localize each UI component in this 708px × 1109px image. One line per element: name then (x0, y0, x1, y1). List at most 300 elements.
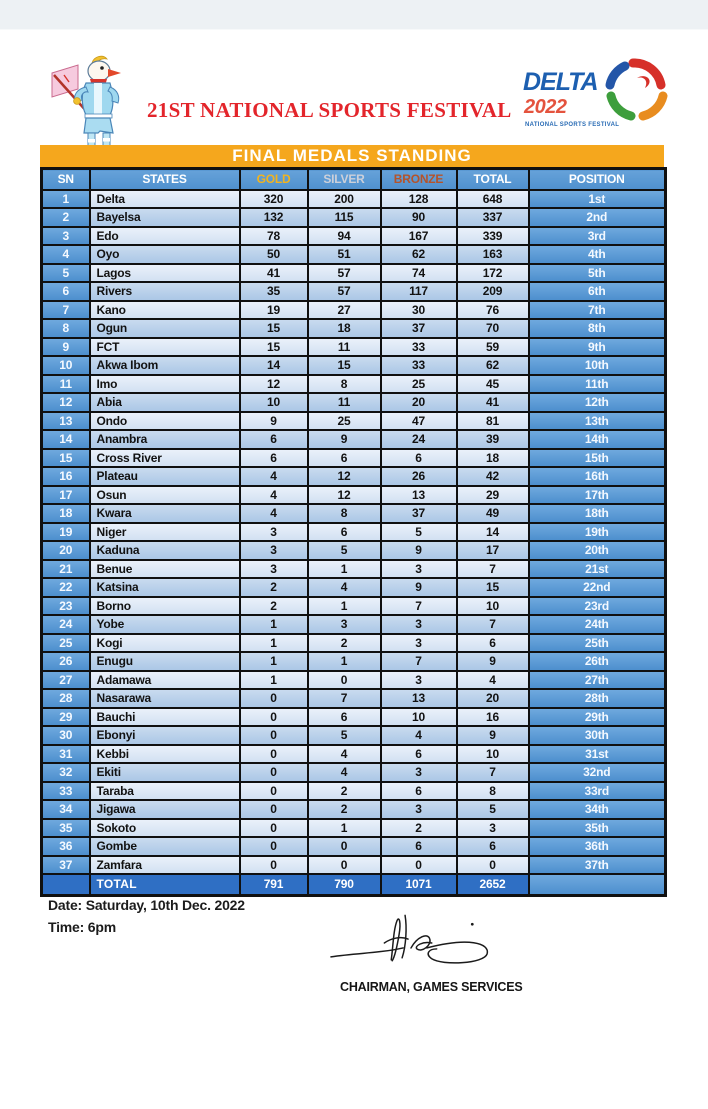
cell-bronze: 37 (381, 504, 457, 523)
cell-silver: 5 (308, 726, 381, 745)
cell-bronze: 3 (381, 671, 457, 690)
cell-position: 24th (529, 615, 666, 634)
cell-bronze: 6 (381, 449, 457, 468)
cell-sn: 32 (42, 763, 90, 782)
cell-bronze: 6 (381, 745, 457, 764)
table-row (42, 504, 666, 523)
cell-state: Plateau (90, 467, 240, 486)
cell-position: 26th (529, 652, 666, 671)
cell-gold: 132 (240, 208, 308, 227)
cell-silver: 115 (308, 208, 381, 227)
cell-sn: 20 (42, 541, 90, 560)
cell-state: Benue (90, 560, 240, 579)
cell-silver: 200 (308, 190, 381, 209)
cell-silver: 1 (308, 560, 381, 579)
cell-bronze: 62 (381, 245, 457, 264)
cell-sn: 11 (42, 375, 90, 394)
cell-silver: 12 (308, 467, 381, 486)
cell-total: 70 (457, 319, 529, 338)
cell-silver: 27 (308, 301, 381, 320)
cell-bronze: 5 (381, 523, 457, 542)
medals-table (40, 167, 667, 897)
cell-sn: 10 (42, 356, 90, 375)
cell-silver: 0 (308, 671, 381, 690)
table-row (42, 782, 666, 801)
cell-gold: 0 (240, 800, 308, 819)
cell-total: 0 (457, 856, 529, 875)
cell-silver: 4 (308, 578, 381, 597)
cell-bronze: 128 (381, 190, 457, 209)
cell-position: 11th (529, 375, 666, 394)
table-row (42, 190, 666, 209)
cell-state: Enugu (90, 652, 240, 671)
cell-total: 9 (457, 652, 529, 671)
table-row (42, 689, 666, 708)
cell-sn: 24 (42, 615, 90, 634)
cell-total: 20 (457, 689, 529, 708)
cell-sn: 27 (42, 671, 90, 690)
cell-sn: 30 (42, 726, 90, 745)
cell-position: 22nd (529, 578, 666, 597)
cell-position: 18th (529, 504, 666, 523)
total-position-cell (529, 874, 666, 895)
cell-position: 34th (529, 800, 666, 819)
cell-state: Anambra (90, 430, 240, 449)
cell-sn: 1 (42, 190, 90, 209)
cell-position: 21st (529, 560, 666, 579)
cell-silver: 8 (308, 504, 381, 523)
cell-bronze: 9 (381, 578, 457, 597)
cell-total: 10 (457, 597, 529, 616)
cell-position: 29th (529, 708, 666, 727)
cell-gold: 0 (240, 763, 308, 782)
cell-position: 27th (529, 671, 666, 690)
cell-silver: 94 (308, 227, 381, 246)
page-title: 21ST NATIONAL SPORTS FESTIVAL (147, 98, 512, 122)
cell-state: Osun (90, 486, 240, 505)
cell-position: 6th (529, 282, 666, 301)
cell-bronze: 7 (381, 597, 457, 616)
cell-total: 15 (457, 578, 529, 597)
cell-total: 59 (457, 338, 529, 357)
cell-state: Delta (90, 190, 240, 209)
cell-total: 339 (457, 227, 529, 246)
cell-sn: 6 (42, 282, 90, 301)
cell-total: 81 (457, 412, 529, 431)
cell-bronze: 2 (381, 819, 457, 838)
cell-gold: 0 (240, 689, 308, 708)
cell-total: 49 (457, 504, 529, 523)
cell-silver: 51 (308, 245, 381, 264)
total-total: 2652 (457, 874, 529, 895)
table-row (42, 208, 666, 227)
cell-position: 25th (529, 634, 666, 653)
cell-silver: 1 (308, 597, 381, 616)
table-header-row (42, 169, 666, 190)
cell-sn: 2 (42, 208, 90, 227)
cell-state: Jigawa (90, 800, 240, 819)
cell-position: 1st (529, 190, 666, 209)
cell-total: 209 (457, 282, 529, 301)
cell-gold: 15 (240, 338, 308, 357)
table-row (42, 430, 666, 449)
cell-sn: 29 (42, 708, 90, 727)
cell-state: Ogun (90, 319, 240, 338)
cell-silver: 25 (308, 412, 381, 431)
cell-silver: 2 (308, 800, 381, 819)
col-header-position: POSITION (529, 169, 666, 190)
table-row (42, 708, 666, 727)
table-row (42, 856, 666, 875)
cell-sn: 35 (42, 819, 90, 838)
cell-sn: 8 (42, 319, 90, 338)
cell-position: 36th (529, 837, 666, 856)
cell-position: 12th (529, 393, 666, 412)
total-bronze: 1071 (381, 874, 457, 895)
cell-total: 14 (457, 523, 529, 542)
table-row (42, 486, 666, 505)
cell-position: 4th (529, 245, 666, 264)
cell-state: Yobe (90, 615, 240, 634)
cell-state: Bayelsa (90, 208, 240, 227)
cell-sn: 23 (42, 597, 90, 616)
cell-total: 6 (457, 634, 529, 653)
cell-sn: 16 (42, 467, 90, 486)
cell-silver: 5 (308, 541, 381, 560)
cell-bronze: 10 (381, 708, 457, 727)
time-text: Time: 6pm (48, 919, 116, 935)
cell-sn: 5 (42, 264, 90, 283)
cell-position: 9th (529, 338, 666, 357)
cell-gold: 0 (240, 782, 308, 801)
cell-silver: 1 (308, 652, 381, 671)
table-row (42, 523, 666, 542)
cell-state: Kaduna (90, 541, 240, 560)
cell-gold: 6 (240, 430, 308, 449)
table-row (42, 467, 666, 486)
cell-state: Akwa Ibom (90, 356, 240, 375)
cell-position: 28th (529, 689, 666, 708)
cell-total: 172 (457, 264, 529, 283)
cell-bronze: 74 (381, 264, 457, 283)
cell-gold: 2 (240, 597, 308, 616)
cell-bronze: 47 (381, 412, 457, 431)
cell-sn: 12 (42, 393, 90, 412)
cell-silver: 9 (308, 430, 381, 449)
cell-sn: 3 (42, 227, 90, 246)
cell-gold: 0 (240, 856, 308, 875)
total-silver: 790 (308, 874, 381, 895)
cell-position: 20th (529, 541, 666, 560)
cell-gold: 12 (240, 375, 308, 394)
cell-gold: 0 (240, 708, 308, 727)
cell-bronze: 4 (381, 726, 457, 745)
cell-state: Adamawa (90, 671, 240, 690)
table-row (42, 375, 666, 394)
cell-gold: 35 (240, 282, 308, 301)
total-gold: 791 (240, 874, 308, 895)
cell-bronze: 37 (381, 319, 457, 338)
cell-total: 62 (457, 356, 529, 375)
cell-position: 7th (529, 301, 666, 320)
cell-position: 37th (529, 856, 666, 875)
cell-bronze: 9 (381, 541, 457, 560)
cell-silver: 12 (308, 486, 381, 505)
cell-bronze: 20 (381, 393, 457, 412)
table-row (42, 652, 666, 671)
table-row (42, 227, 666, 246)
top-strip (0, 0, 708, 30)
cell-gold: 3 (240, 541, 308, 560)
col-header-states: STATES (90, 169, 240, 190)
cell-bronze: 13 (381, 689, 457, 708)
table-row (42, 449, 666, 468)
cell-gold: 14 (240, 356, 308, 375)
cell-gold: 2 (240, 578, 308, 597)
cell-sn: 7 (42, 301, 90, 320)
total-label: TOTAL (90, 874, 240, 895)
cell-position: 19th (529, 523, 666, 542)
cell-silver: 4 (308, 745, 381, 764)
cell-position: 32nd (529, 763, 666, 782)
cell-state: Ekiti (90, 763, 240, 782)
cell-state: Abia (90, 393, 240, 412)
cell-total: 45 (457, 375, 529, 394)
cell-bronze: 117 (381, 282, 457, 301)
cell-total: 6 (457, 837, 529, 856)
cell-state: Edo (90, 227, 240, 246)
cell-total: 648 (457, 190, 529, 209)
cell-gold: 0 (240, 745, 308, 764)
medals-table-body (42, 190, 666, 875)
cell-position: 3rd (529, 227, 666, 246)
cell-sn: 37 (42, 856, 90, 875)
cell-total: 4 (457, 671, 529, 690)
table-row (42, 597, 666, 616)
cell-bronze: 25 (381, 375, 457, 394)
table-row (42, 745, 666, 764)
logo-subtitle-text: NATIONAL SPORTS FESTIVAL (525, 122, 620, 128)
cell-gold: 50 (240, 245, 308, 264)
cell-state: Taraba (90, 782, 240, 801)
cell-total: 8 (457, 782, 529, 801)
col-header-silver: SILVER (308, 169, 381, 190)
col-header-gold: GOLD (240, 169, 308, 190)
cell-position: 31st (529, 745, 666, 764)
cell-gold: 4 (240, 486, 308, 505)
cell-gold: 4 (240, 504, 308, 523)
table-row (42, 319, 666, 338)
cell-bronze: 3 (381, 800, 457, 819)
cell-position: 5th (529, 264, 666, 283)
cell-silver: 7 (308, 689, 381, 708)
cell-gold: 1 (240, 615, 308, 634)
cell-silver: 18 (308, 319, 381, 338)
cell-silver: 0 (308, 856, 381, 875)
table-row (42, 726, 666, 745)
cell-total: 9 (457, 726, 529, 745)
cell-silver: 2 (308, 782, 381, 801)
logo-delta-text: DELTA (523, 68, 598, 96)
total-row (42, 874, 666, 895)
cell-bronze: 6 (381, 837, 457, 856)
cell-state: Ebonyi (90, 726, 240, 745)
cell-bronze: 3 (381, 634, 457, 653)
cell-bronze: 24 (381, 430, 457, 449)
cell-sn: 15 (42, 449, 90, 468)
cell-position: 13th (529, 412, 666, 431)
cell-bronze: 3 (381, 615, 457, 634)
cell-silver: 3 (308, 615, 381, 634)
cell-bronze: 26 (381, 467, 457, 486)
cell-total: 3 (457, 819, 529, 838)
cell-total: 42 (457, 467, 529, 486)
total-sn-cell (42, 874, 90, 895)
table-row (42, 837, 666, 856)
cell-position: 16th (529, 467, 666, 486)
cell-silver: 6 (308, 523, 381, 542)
cell-gold: 1 (240, 652, 308, 671)
table-row (42, 763, 666, 782)
cell-total: 163 (457, 245, 529, 264)
table-row (42, 393, 666, 412)
cell-total: 5 (457, 800, 529, 819)
cell-silver: 11 (308, 338, 381, 357)
cell-position: 17th (529, 486, 666, 505)
cell-silver: 6 (308, 449, 381, 468)
cell-position: 8th (529, 319, 666, 338)
cell-state: Sokoto (90, 819, 240, 838)
delta-2022-logo (521, 56, 669, 140)
logo-swirl-icon (610, 63, 663, 116)
cell-gold: 3 (240, 523, 308, 542)
cell-silver: 0 (308, 837, 381, 856)
cell-sn: 17 (42, 486, 90, 505)
cell-bronze: 167 (381, 227, 457, 246)
signatory-title: CHAIRMAN, GAMES SERVICES (340, 980, 523, 994)
cell-position: 2nd (529, 208, 666, 227)
cell-silver: 8 (308, 375, 381, 394)
cell-state: Kwara (90, 504, 240, 523)
cell-total: 41 (457, 393, 529, 412)
table-row (42, 578, 666, 597)
cell-total: 29 (457, 486, 529, 505)
cell-sn: 13 (42, 412, 90, 431)
cell-state: Gombe (90, 837, 240, 856)
table-row (42, 282, 666, 301)
table-row (42, 800, 666, 819)
table-row (42, 412, 666, 431)
cell-gold: 3 (240, 560, 308, 579)
cell-position: 23rd (529, 597, 666, 616)
cell-state: Lagos (90, 264, 240, 283)
cell-sn: 4 (42, 245, 90, 264)
table-row (42, 264, 666, 283)
cell-state: Cross River (90, 449, 240, 468)
col-header-bronze: BRONZE (381, 169, 457, 190)
cell-bronze: 33 (381, 356, 457, 375)
cell-total: 337 (457, 208, 529, 227)
cell-bronze: 30 (381, 301, 457, 320)
cell-silver: 57 (308, 282, 381, 301)
cell-gold: 9 (240, 412, 308, 431)
cell-gold: 0 (240, 819, 308, 838)
cell-silver: 4 (308, 763, 381, 782)
cell-bronze: 6 (381, 782, 457, 801)
cell-total: 76 (457, 301, 529, 320)
cell-silver: 2 (308, 634, 381, 653)
table-row (42, 356, 666, 375)
cell-position: 15th (529, 449, 666, 468)
table-row (42, 634, 666, 653)
cell-state: Ondo (90, 412, 240, 431)
cell-silver: 11 (308, 393, 381, 412)
table-row (42, 541, 666, 560)
cell-total: 7 (457, 615, 529, 634)
final-medals-standing-banner: FINAL MEDALS STANDING (40, 145, 664, 167)
cell-sn: 28 (42, 689, 90, 708)
cell-sn: 26 (42, 652, 90, 671)
logo-year-text: 2022 (524, 96, 567, 118)
table-row (42, 615, 666, 634)
cell-bronze: 13 (381, 486, 457, 505)
cell-sn: 31 (42, 745, 90, 764)
cell-state: Niger (90, 523, 240, 542)
cell-sn: 22 (42, 578, 90, 597)
cell-bronze: 90 (381, 208, 457, 227)
cell-silver: 1 (308, 819, 381, 838)
cell-silver: 6 (308, 708, 381, 727)
cell-silver: 15 (308, 356, 381, 375)
cell-gold: 0 (240, 726, 308, 745)
cell-gold: 1 (240, 634, 308, 653)
col-header-sn: SN (42, 169, 90, 190)
cell-state: Zamfara (90, 856, 240, 875)
cell-position: 33rd (529, 782, 666, 801)
cell-total: 39 (457, 430, 529, 449)
cell-total: 16 (457, 708, 529, 727)
table-row (42, 338, 666, 357)
cell-state: Nasarawa (90, 689, 240, 708)
date-text: Date: Saturday, 10th Dec. 2022 (48, 897, 245, 913)
cell-position: 14th (529, 430, 666, 449)
cell-state: Katsina (90, 578, 240, 597)
cell-total: 18 (457, 449, 529, 468)
cell-sn: 25 (42, 634, 90, 653)
cell-state: FCT (90, 338, 240, 357)
cell-bronze: 33 (381, 338, 457, 357)
cell-position: 35th (529, 819, 666, 838)
cell-gold: 19 (240, 301, 308, 320)
table-row (42, 671, 666, 690)
cell-gold: 15 (240, 319, 308, 338)
cell-gold: 78 (240, 227, 308, 246)
cell-bronze: 3 (381, 763, 457, 782)
cell-state: Kano (90, 301, 240, 320)
cell-sn: 33 (42, 782, 90, 801)
cell-gold: 0 (240, 837, 308, 856)
table-row (42, 819, 666, 838)
cell-state: Kogi (90, 634, 240, 653)
cell-sn: 36 (42, 837, 90, 856)
table-row (42, 560, 666, 579)
cell-silver: 57 (308, 264, 381, 283)
cell-total: 7 (457, 560, 529, 579)
cell-sn: 14 (42, 430, 90, 449)
cell-state: Kebbi (90, 745, 240, 764)
cell-total: 7 (457, 763, 529, 782)
cell-gold: 320 (240, 190, 308, 209)
